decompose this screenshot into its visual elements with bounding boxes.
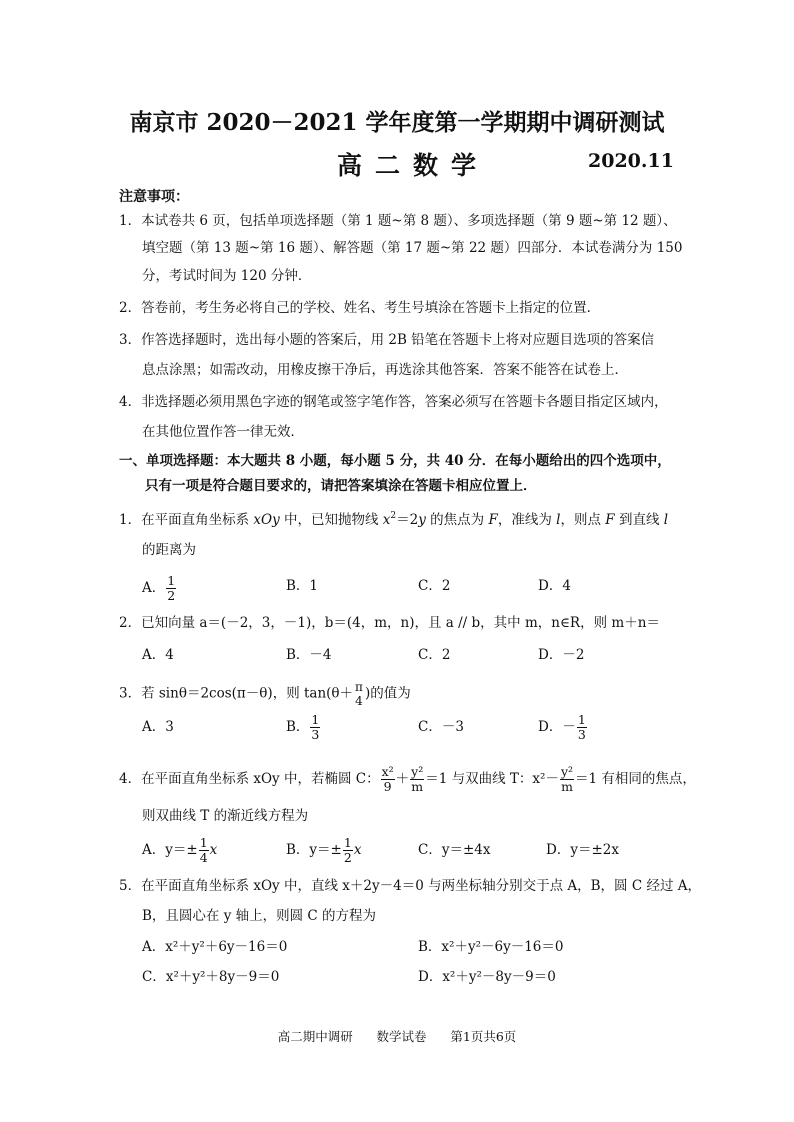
q4-b-label: B．y＝±: [286, 842, 342, 858]
question-5-option-d: D．x²＋y²－8y－9＝0: [418, 969, 556, 985]
q4-f2-den: m: [411, 779, 424, 794]
q1-text-3: ＝2: [396, 512, 419, 528]
question-1-stem-line-2: 的距离为: [142, 542, 196, 558]
question-5-option-a: A．x²＋y²＋6y－16＝0: [142, 939, 288, 955]
q3-pi-over-4: [354, 680, 364, 708]
q1-F2: F: [605, 512, 615, 528]
q4-plus: ＋: [395, 771, 410, 787]
q4-b-x: x: [353, 842, 362, 858]
question-2-option-c: C．2: [418, 647, 451, 663]
q3-d-den: 3: [577, 727, 586, 742]
exam-date: 2020.11: [588, 150, 674, 172]
q1-x: x: [382, 512, 391, 528]
q4-f3-den: m: [561, 779, 573, 794]
section-1-heading-line-2: 只有一项是符合题目要求的，请把答案填涂在答题卡相应位置上．: [145, 478, 537, 494]
q3-d-num: 1: [577, 712, 586, 727]
question-2-stem: 2．已知向量 a＝(－2，3，－1)，b＝(4，m，n)，且 a // b，其中 m，n∈R，则 m＋n＝: [119, 615, 660, 631]
q4-text-2: ＝1 与双曲线 T：x²－: [425, 771, 559, 787]
question-1-option-b: B．1: [286, 578, 319, 594]
q3-text-1: 3．若 sinθ＝2cos(π－θ)，则 tan(θ＋: [119, 685, 354, 702]
question-5-option-b: B．x²＋y²－6y－16＝0: [418, 939, 564, 955]
notes-heading: 注意事项：: [119, 189, 189, 205]
q1-a-fraction: [166, 574, 176, 603]
q4-b-num: 1: [343, 835, 352, 850]
q1-a-num: 1: [167, 573, 176, 588]
question-2-option-a: A．4: [142, 647, 174, 663]
q3-pi: π: [355, 680, 363, 694]
q1-text-6: ，则点: [560, 512, 606, 528]
q1-text-1: 1．在平面直角坐标系: [119, 512, 254, 528]
q4-f1-den: 9: [383, 779, 392, 794]
note-1-line-2: 填空题（第 13 题~第 16 题）、解答题（第 17 题~第 22 题）四部分．本试卷满分为 150: [142, 240, 683, 256]
q4-text-1: 4．在平面直角坐标系 xOy 中，若椭圆 C：: [119, 771, 380, 787]
question-3-option-d: [538, 713, 588, 742]
q4-frac-2: [410, 765, 424, 794]
question-4-stem: [119, 765, 696, 794]
question-3-option-c: C．－3: [418, 719, 464, 735]
question-4-option-b: [286, 836, 361, 865]
question-1-option-c: C．2: [418, 578, 451, 594]
q3-d-fraction: [577, 713, 587, 742]
q3-b-fraction: [310, 713, 320, 742]
note-2: 2．答卷前，考生务必将自己的学校、姓名、考生号填涂在答题卡上指定的位置．: [119, 300, 601, 316]
q4-f3-num: y²: [560, 764, 574, 779]
q1-F: F: [488, 512, 498, 528]
q1-l2: l: [663, 512, 669, 528]
question-3-stem: [119, 680, 411, 708]
note-3-line-2: 息点涂黑；如需改动，用橡皮擦干净后，再选涂其他答案．答案不能答在试卷上．: [142, 362, 628, 378]
q1-xoy: xOy: [253, 512, 280, 528]
q1-text-7: 到直线: [614, 512, 664, 528]
q4-b-den: 2: [343, 850, 352, 865]
q4-a-fraction: [199, 836, 209, 865]
q3-b-label: B．: [286, 719, 310, 735]
section-1-heading-line-1: 一、单项选择题：本大题共 8 小题，每小题 5 分，共 40 分．在每小题给出的四个选项中，: [119, 453, 671, 469]
q4-f1-num: x²: [381, 764, 394, 779]
question-5-option-c: C．x²＋y²＋8y－9＝0: [142, 969, 280, 985]
q3-b-den: 3: [311, 727, 320, 742]
q1-text-5: ，准线为: [497, 512, 557, 528]
q1-a-label: A．: [142, 580, 166, 596]
note-1-line-3: 分，考试时间为 120 分钟．: [142, 268, 312, 284]
exam-title: 南京市 2020－2021 学年度第一学期期中调研测试: [129, 109, 665, 136]
q3-b-num: 1: [311, 712, 320, 727]
page-footer: 高二期中调研 数学试卷 第1页共6页: [277, 1029, 517, 1044]
q4-f2-num: y²: [411, 764, 424, 779]
q1-text-2: 中，已知抛物线: [279, 512, 383, 528]
q4-b-fraction: [343, 836, 353, 865]
q3-text-2: )的值为: [364, 685, 411, 702]
question-5-stem-line-2: B，且圆心在 y 轴上，则圆 C 的方程为: [142, 908, 377, 924]
q4-a-num: 1: [199, 835, 208, 850]
note-1-line-1: 1．本试卷共 6 页，包括单项选择题（第 1 题~第 8 题）、多项选择题（第 9 题~第 12 题）、: [119, 213, 677, 229]
q4-text-3: ＝1 有相同的焦点，: [575, 771, 696, 787]
question-1-option-a: [142, 574, 177, 603]
note-4-line-2: 在其他位置作答一律无效．: [142, 424, 304, 440]
exam-subtitle: 高二数学: [337, 151, 490, 180]
question-2-option-d: D．－2: [538, 647, 585, 663]
question-4-option-a: [142, 836, 217, 865]
q1-text-4: 的焦点为: [425, 512, 489, 528]
question-1-option-d: D．4: [538, 578, 571, 594]
q1-y: y: [418, 512, 426, 528]
question-5-stem-line-1: 5．在平面直角坐标系 xOy 中，直线 x＋2y－4＝0 与两坐标轴分别交于点 A，B，圆 C 经过 A，: [119, 878, 701, 894]
q4-a-label: A．y＝±: [142, 842, 198, 858]
question-4-option-d: D．y＝±2x: [546, 842, 619, 858]
note-3-line-1: 3．作答选择题时，选出每小题的答案后，用 2B 铅笔在答题卡上将对应题目选项的答案信: [119, 332, 655, 348]
q3-four: 4: [355, 694, 363, 708]
question-3-option-a: A．3: [142, 719, 174, 735]
q1-a-den: 2: [167, 588, 176, 603]
question-1-stem: [119, 510, 668, 530]
q1-square: 2: [390, 511, 397, 521]
question-4-stem-line-2: 则双曲线 T 的渐近线方程为: [142, 808, 309, 824]
question-3-option-b: [286, 713, 321, 742]
question-2-option-b: B．－4: [286, 647, 332, 663]
question-4-option-c: C．y＝±4x: [418, 842, 491, 858]
q4-a-x: x: [209, 842, 218, 858]
q4-a-den: 4: [199, 850, 208, 865]
q4-frac-3: [560, 765, 574, 794]
q3-d-label: D．－: [538, 719, 576, 735]
note-4-line-1: 4．非选择题必须用黑色字迹的钢笔或签字笔作答，答案必须写在答题卡各题目指定区域内，: [119, 394, 668, 410]
q4-frac-1: [381, 765, 395, 794]
q1-l: l: [556, 512, 561, 528]
